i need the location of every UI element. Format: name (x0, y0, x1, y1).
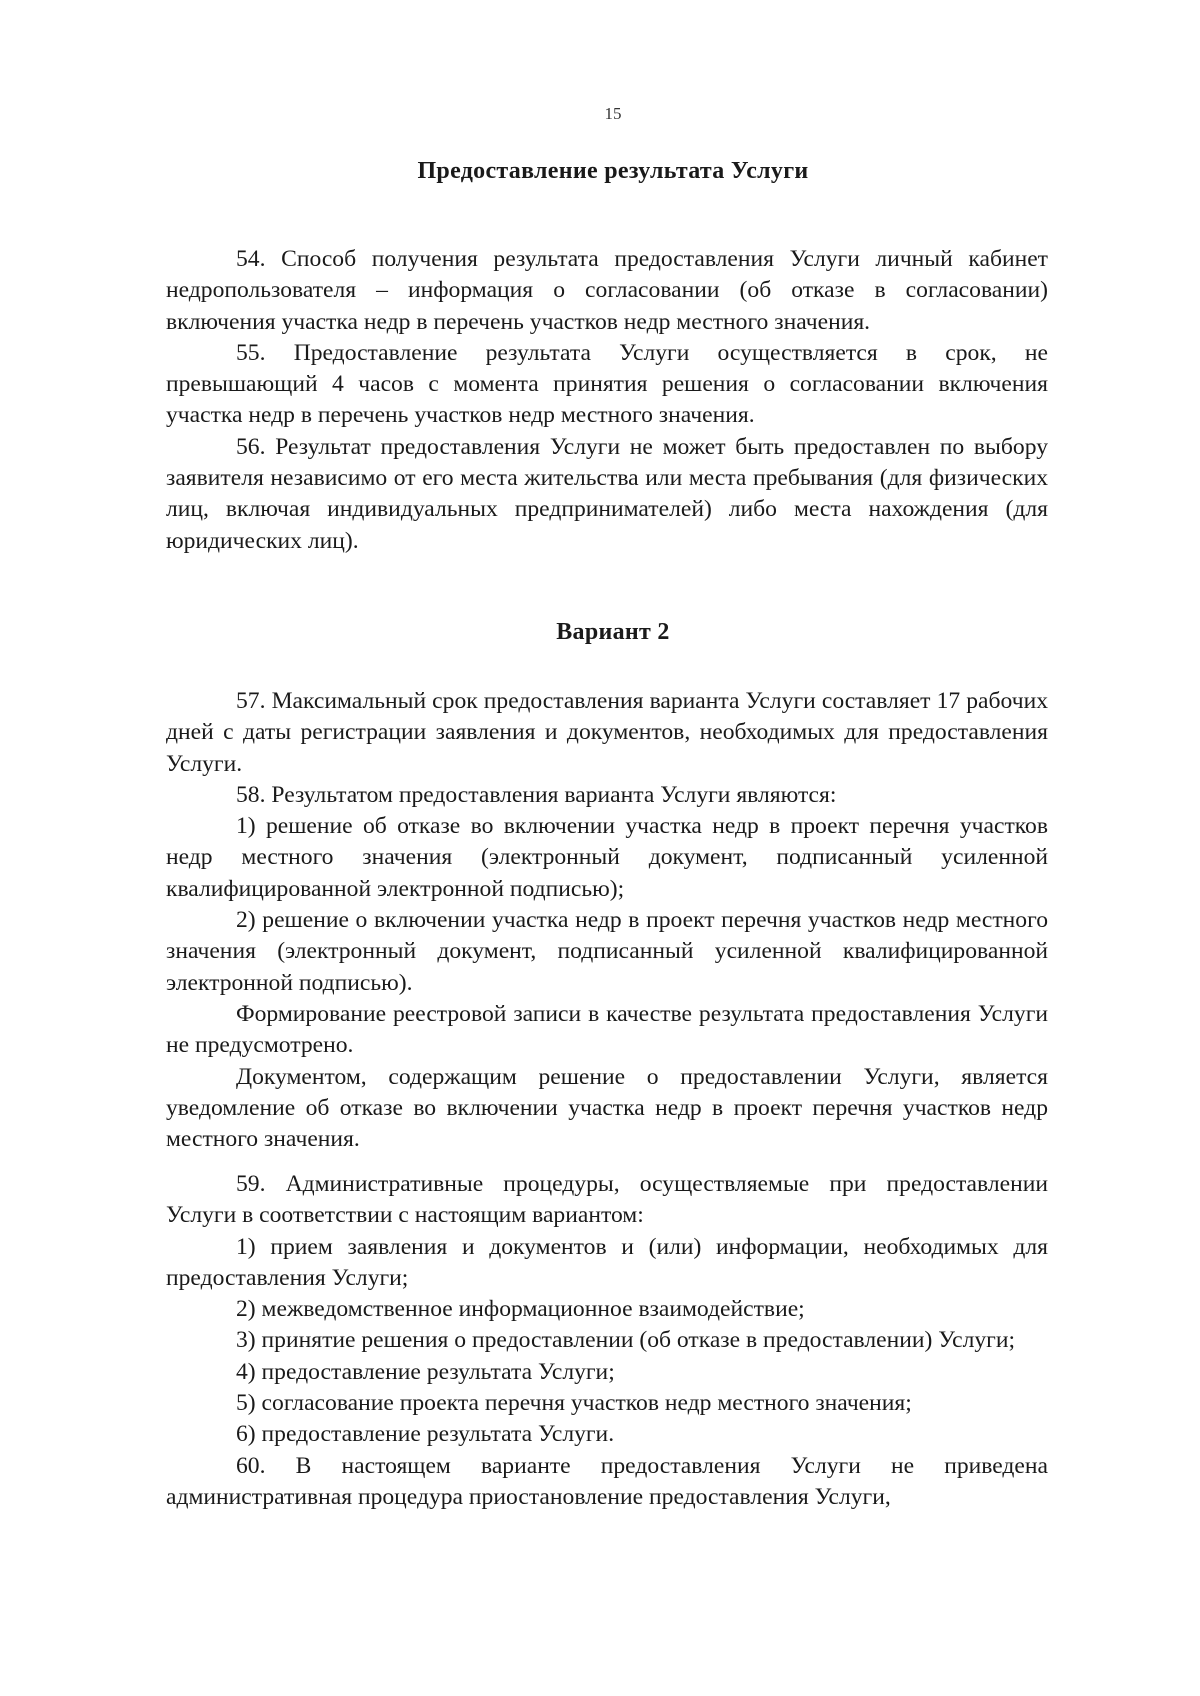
section-result-body (166, 244, 1048, 557)
paragraph-59-item-3: 3) принятие решения о предоставлении (об отказе в предоставлении) Услуги; (236, 1327, 1016, 1354)
paragraph-60: 60. В настоящем варианте предоставления Услуги не приведена административная процедура приостановление предоставления Услуги, (166, 1452, 1048, 1510)
paragraph-59-item-4: 4) предоставление результата Услуги; (236, 1358, 615, 1385)
page-number: 15 (604, 104, 622, 123)
paragraph-56: 56. Результат предоставления Услуги не может быть предоставлен по выбору заявителя независимо от его места жительства или места пребывания (для физических лиц, включая индивидуальных предпринимателей) либо места нахождения (для юридических лиц). (166, 433, 1048, 554)
paragraph-registry-record: Формирование реестровой записи в качестве результата предоставления Услуги не предусмотрено. (166, 1000, 1048, 1059)
paragraph-58-item-2: 2) решение о включении участка недр в проект перечня участков недр местного значения (электронный документ, подписанный усиленной квалифицированной электронной подписью). (166, 907, 1048, 996)
paragraph-decision-document: Документом, содержащим решение о предоставлении Услуги, является уведомление об отказе во включении участка недр в проект перечня участков недр местного значения. (166, 1063, 1048, 1153)
section-variant-2-procedures (166, 1169, 1048, 1513)
section-heading-variant-2: Вариант 2 (556, 619, 670, 645)
paragraph-59-item-1: 1) прием заявления и документов и (или) информации, необходимых для предоставления Услуги; (166, 1233, 1048, 1291)
paragraph-55: 55. Предоставление результата Услуги осуществляется в срок, не превышающий 4 часов с момента принятия решения о согласовании включения участка недр в перечень участков недр местного значения. (166, 339, 1048, 429)
paragraph-59-item-6: 6) предоставление результата Услуги. (236, 1421, 615, 1448)
paragraph-59: 59. Административные процедуры, осуществляемые при предоставлении Услуги в соответствии с настоящим вариантом: (166, 1171, 1048, 1229)
paragraph-59-item-5: 5) согласование проекта перечня участков недр местного значения; (236, 1390, 912, 1417)
paragraph-59-item-2: 2) межведомственное информационное взаимодействие; (236, 1296, 805, 1323)
paragraph-54: 54. Способ получения результата предоставления Услуги личный кабинет недропользователя – информация о согласовании (об отказе в согласовании) включения участка недр в перечень участков недр местного значения. (166, 246, 1048, 335)
paragraph-57: 57. Максимальный срок предоставления варианта Услуги составляет 17 рабочих дней с даты регистрации заявления и документов, необходимых для предоставления Услуги. (166, 688, 1048, 777)
paragraph-58: 58. Результатом предоставления варианта Услуги являются: (236, 781, 837, 808)
section-variant-2-body (166, 686, 1048, 1155)
paragraph-58-item-1: 1) решение об отказе во включении участка недр в проект перечня участков недр местного значения (электронный документ, подписанный усиленной квалифицированной электронной подписью); (166, 813, 1048, 902)
section-heading-result: Предоставление результата Услуги (417, 158, 809, 184)
